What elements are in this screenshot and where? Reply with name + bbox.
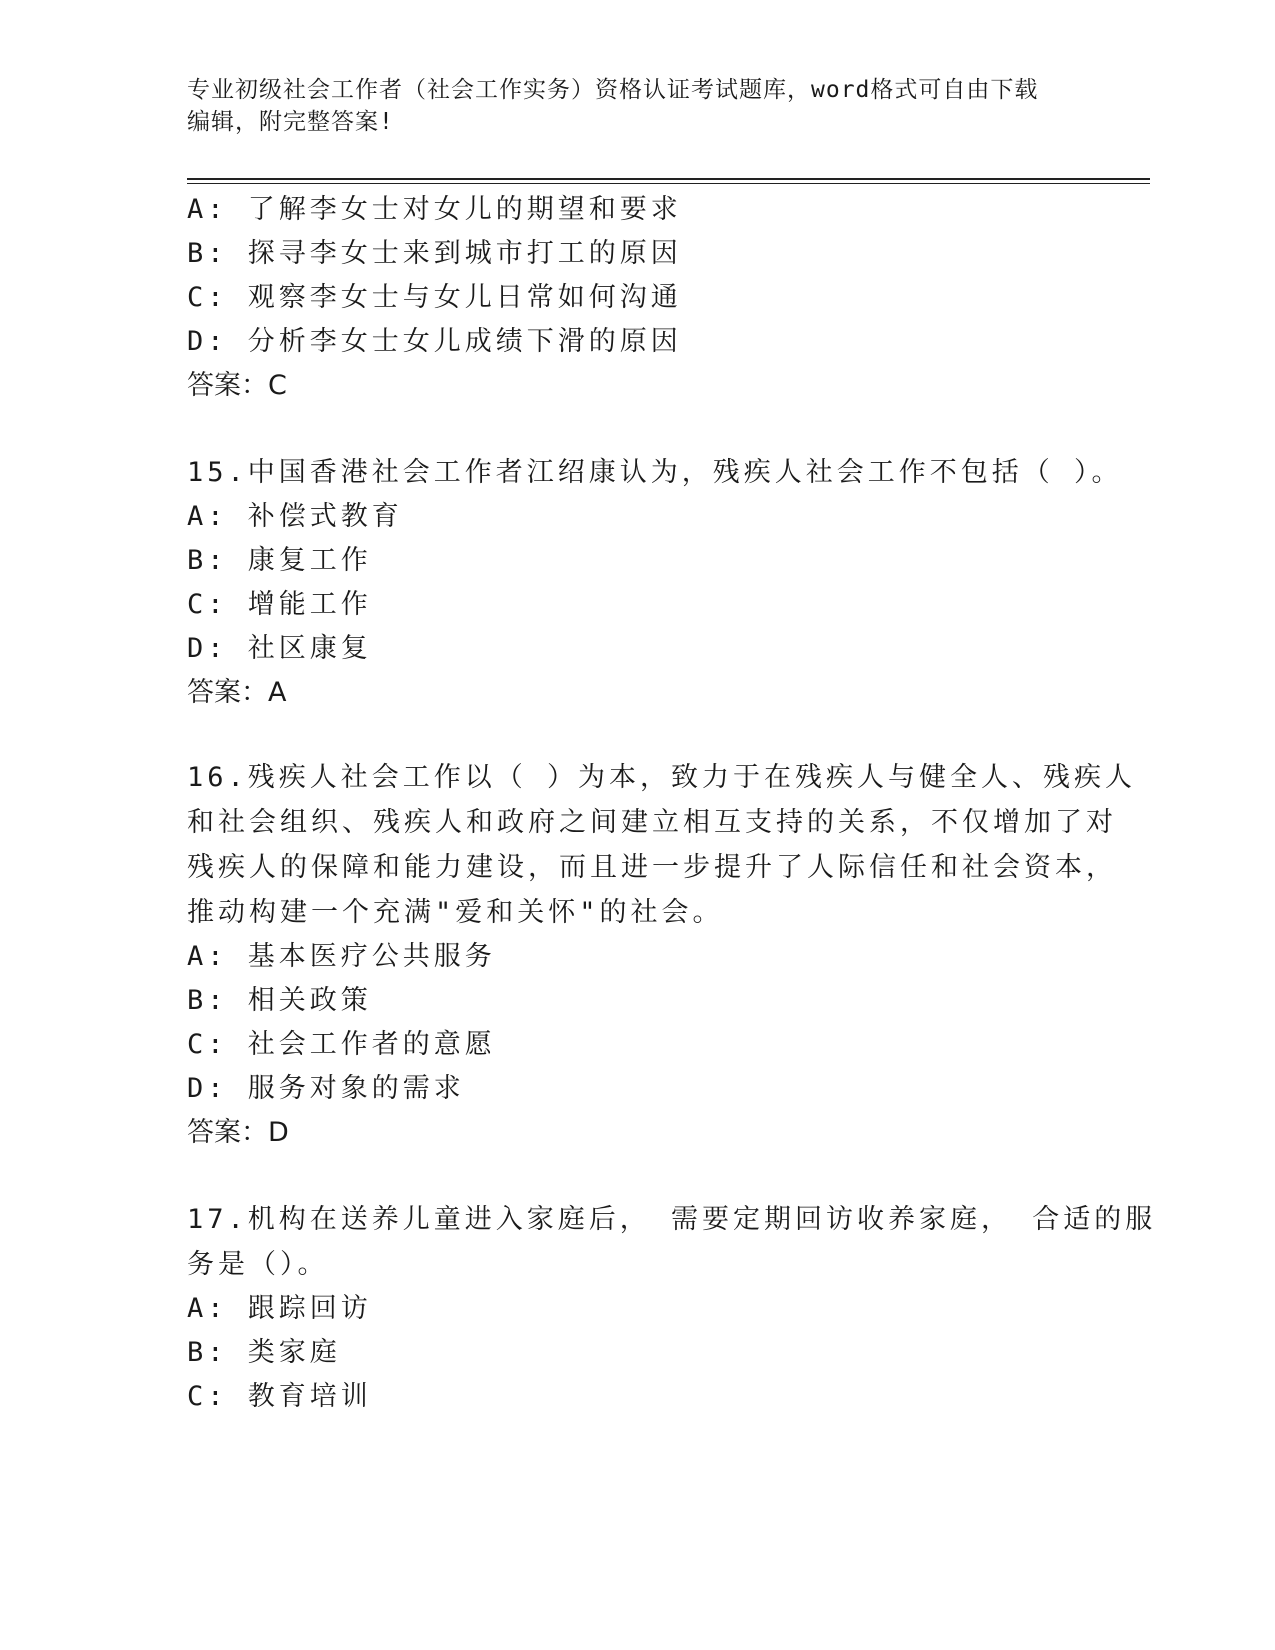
page-header bbox=[187, 74, 1087, 138]
header-title-line-1: 专业初级社会工作者（社会工作实务）资格认证考试题库，word格式可自由下载 bbox=[187, 77, 1039, 103]
q15-option-d: D: 社区康复 bbox=[187, 633, 372, 664]
q14-option-c: C: 观察李女士与女儿日常如何沟通 bbox=[187, 282, 682, 313]
q17-option-c: C: 教育培训 bbox=[187, 1381, 372, 1412]
q15-option-b: B: 康复工作 bbox=[187, 545, 372, 576]
q14-option-d: D: 分析李女士女儿成绩下滑的原因 bbox=[187, 326, 682, 357]
q16-question-line-4: 推动构建一个充满"爱和关怀"的社会。 bbox=[187, 897, 724, 928]
q15-option-c: C: 增能工作 bbox=[187, 589, 372, 620]
q16-option-c: C: 社会工作者的意愿 bbox=[187, 1029, 496, 1060]
q17-question-line-1: 17.机构在送养儿童进入家庭后， 需要定期回访收养家庭， 合适的服 bbox=[187, 1204, 1157, 1235]
q16-question-line-1: 16.残疾人社会工作以（ ）为本，致力于在残疾人与健全人、残疾人 bbox=[187, 762, 1137, 793]
header-divider-thin bbox=[187, 183, 1150, 184]
q16-option-a: A: 基本医疗公共服务 bbox=[187, 941, 496, 972]
q17-option-b: B: 类家庭 bbox=[187, 1337, 341, 1368]
q16-option-d: D: 服务对象的需求 bbox=[187, 1073, 465, 1104]
q14-option-b: B: 探寻李女士来到城市打工的原因 bbox=[187, 238, 682, 269]
q16-option-b: B: 相关政策 bbox=[187, 985, 372, 1016]
q17-option-a: A: 跟踪回访 bbox=[187, 1293, 372, 1324]
q15-answer: 答案：A bbox=[187, 677, 287, 708]
q14-answer: 答案：C bbox=[187, 370, 287, 401]
q15-question: 15.中国香港社会工作者江绍康认为，残疾人社会工作不包括（ ）。 bbox=[187, 457, 1123, 488]
q14-option-a: A: 了解李女士对女儿的期望和要求 bbox=[187, 194, 682, 225]
header-title-line-2: 编辑，附完整答案! bbox=[187, 109, 394, 135]
q15-option-a: A: 补偿式教育 bbox=[187, 501, 403, 532]
q16-question-line-3: 残疾人的保障和能力建设，而且进一步提升了人际信任和社会资本， bbox=[187, 852, 1117, 883]
q16-question-line-2: 和社会组织、残疾人和政府之间建立相互支持的关系，不仅增加了对 bbox=[187, 807, 1117, 838]
q16-answer: 答案：D bbox=[187, 1117, 289, 1148]
q17-question-line-2: 务是（）。 bbox=[187, 1249, 329, 1280]
header-divider-thick bbox=[187, 178, 1150, 180]
